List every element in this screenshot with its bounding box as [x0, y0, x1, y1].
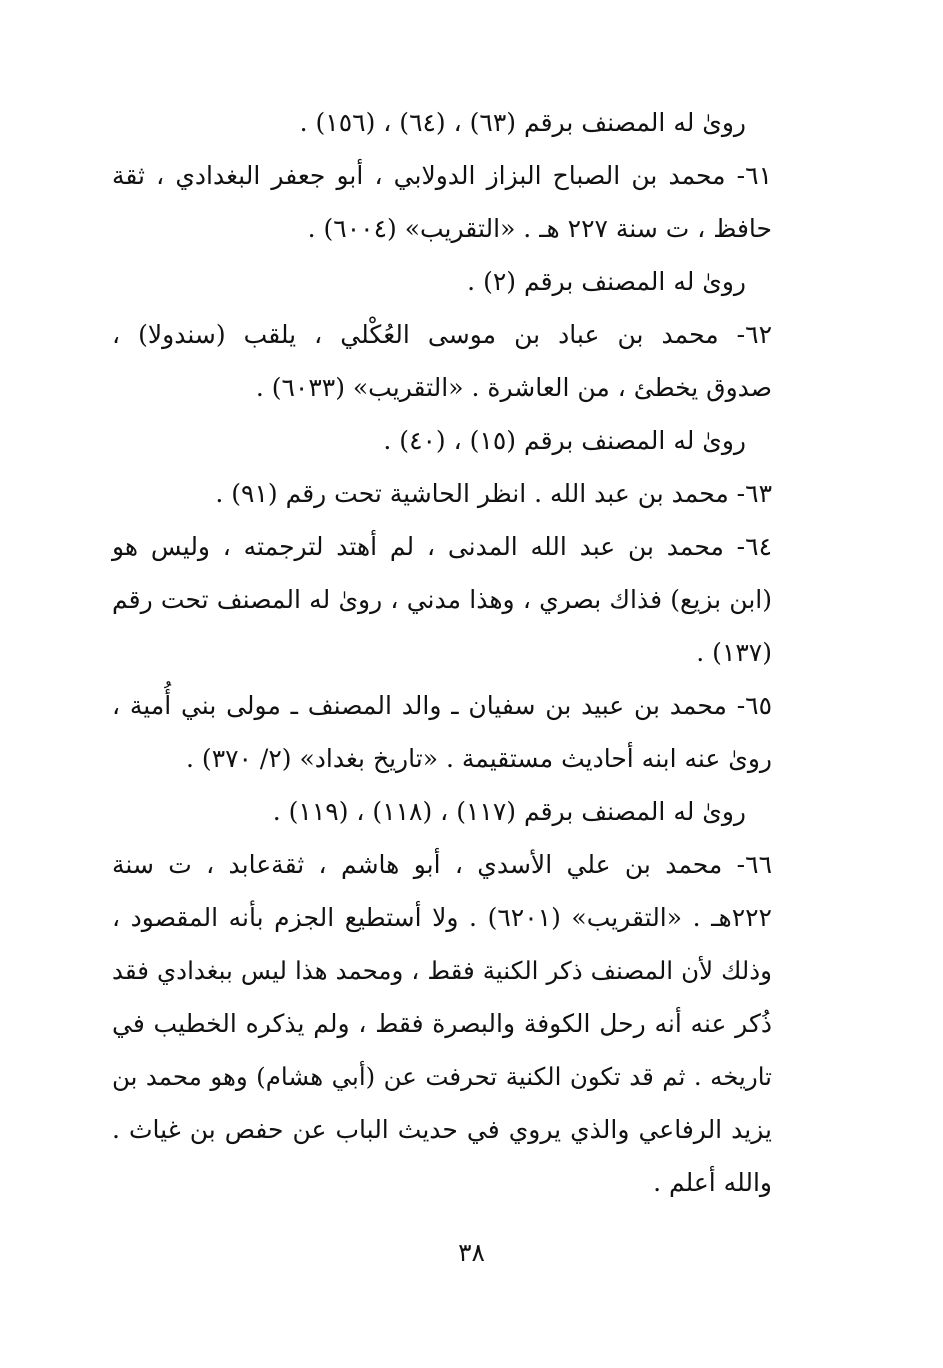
reference-paragraph	[112, 414, 790, 467]
reference-paragraph	[112, 96, 790, 149]
text-line: ٢٢٢هـ . «التقريب» (٦٢٠١) . ولا أستطيع الجزم بأنه المقصود ،	[112, 903, 772, 932]
entry-paragraph	[112, 467, 790, 520]
text-line: (ابن بزيع) فذاك بصري ، وهذا مدني ، روىٰ له المصنف تحت رقم	[112, 585, 772, 614]
text-line: حافظ ، ت سنة ٢٢٧ هـ . «التقريب» (٦٠٠٤) .	[307, 214, 772, 243]
text-line: ٦٢- محمد بن عباد بن موسى العُكْلي ، يلقب (سندولا) ،	[112, 320, 772, 349]
text-line: صدوق يخطئ ، من العاشرة . «التقريب» (٦٠٣٣) .	[255, 373, 772, 402]
entry-paragraph	[112, 838, 790, 1209]
text-line: روىٰ له المصنف برقم (١٥) ، (٤٠) .	[383, 426, 746, 455]
reference-paragraph	[112, 785, 790, 838]
text-line: ٦٣- محمد بن عبد الله . انظر الحاشية تحت رقم (٩١) .	[215, 479, 772, 508]
entry-paragraph	[112, 308, 790, 414]
text-line: ٦٥- محمد بن عبيد بن سفيان ـ والد المصنف ـ مولى بني أُمية ،	[112, 691, 772, 720]
reference-paragraph	[112, 255, 790, 308]
text-line: ٦٤- محمد بن عبد الله المدنى ، لم أهتد لترجمته ، وليس هو	[112, 532, 772, 561]
text-line: روىٰ له المصنف برقم (٦٣) ، (٦٤) ، (١٥٦) .	[299, 108, 746, 137]
entry-paragraph	[112, 149, 790, 255]
text-line: يزيد الرفاعي والذي يروي في حديث الباب عن حفص بن غياث .	[112, 1115, 772, 1144]
text-line: روىٰ له المصنف برقم (٢) .	[467, 267, 746, 296]
text-line: والله أعلم .	[653, 1168, 772, 1197]
text-line: تاريخه . ثم قد تكون الكنية تحرفت عن (أبي هشام) وهو محمد بن	[112, 1062, 772, 1091]
text-line: روىٰ له المصنف برقم (١١٧) ، (١١٨) ، (١١٩) .	[272, 797, 746, 826]
entry-paragraph	[112, 679, 790, 785]
text-line: ٦١- محمد بن الصباح البزاز الدولابي ، أبو جعفر البغدادي ، ثقة	[112, 161, 772, 190]
page-number: ٣٨	[458, 1238, 485, 1267]
page-body	[112, 96, 790, 1209]
text-line: ذُكر عنه أنه رحل الكوفة والبصرة فقط ، ولم يذكره الخطيب في	[112, 1009, 772, 1038]
text-line: روىٰ عنه ابنه أحاديث مستقيمة . «تاريخ بغداد» (٢/ ٣٧٠) .	[186, 744, 772, 773]
text-line: وذلك لأن المصنف ذكر الكنية فقط ، ومحمد هذا ليس ببغدادي فقد	[112, 956, 772, 985]
text-line: (١٣٧) .	[696, 638, 772, 667]
entry-paragraph	[112, 520, 790, 679]
text-line: ٦٦- محمد بن علي الأسدي ، أبو هاشم ، ثقةعابد ، ت سنة	[112, 850, 772, 879]
